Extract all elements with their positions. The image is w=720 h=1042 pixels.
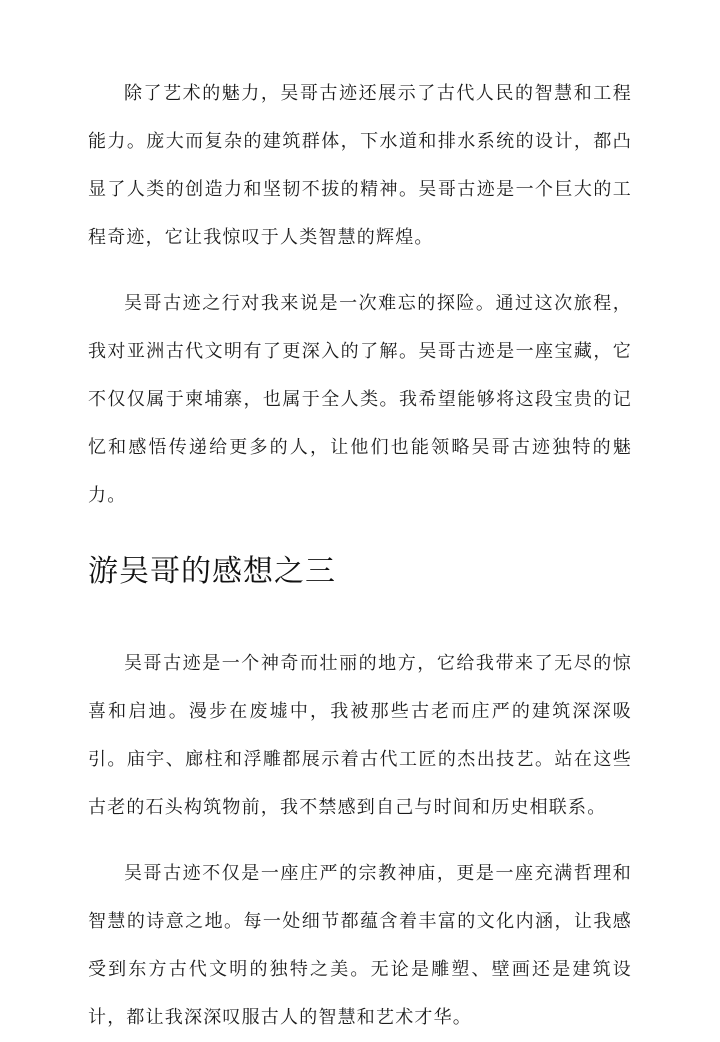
paragraph-ruins: 吴哥古迹是一个神奇而壮丽的地方，它给我带来了无尽的惊喜和启迪。漫步在废墟中，我被那些古老而庄严的建筑深深吸引。庙宇、廊柱和浮雕都展示着古代工匠的杰出技艺。站在这些古老的石头构筑物前，我不禁感到自己与时间和历史相联系。 (88, 653, 632, 818)
paragraph-engineering: 除了艺术的魅力，吴哥古迹还展示了古代人民的智慧和工程能力。庞大而复杂的建筑群体，下水道和排水系统的设计，都凸显了人类的创造力和坚韧不拔的精神。吴哥古迹是一个巨大的工程奇迹，它让我惊叹于人类智慧的辉煌。 (88, 83, 632, 248)
document-page (88, 70, 632, 1042)
paragraph-journey: 吴哥古迹之行对我来说是一次难忘的探险。通过这次旅程，我对亚洲古代文明有了更深入的了解。吴哥古迹是一座宝藏，它不仅仅属于柬埔寨，也属于全人类。我希望能够将这段宝贵的记忆和感悟传递给更多的人，让他们也能领略吴哥古迹独特的魅力。 (88, 293, 632, 506)
paragraph-philosophy: 吴哥古迹不仅是一座庄严的宗教神庙，更是一座充满哲理和智慧的诗意之地。每一处细节都蕴含着丰富的文化内涵，让我感受到东方古代文明的独特之美。无论是雕塑、壁画还是建筑设计，都让我深深叹服古人的智慧和艺术才华。 (88, 863, 632, 1028)
section-heading: 游吴哥的感想之三 (88, 554, 336, 589)
